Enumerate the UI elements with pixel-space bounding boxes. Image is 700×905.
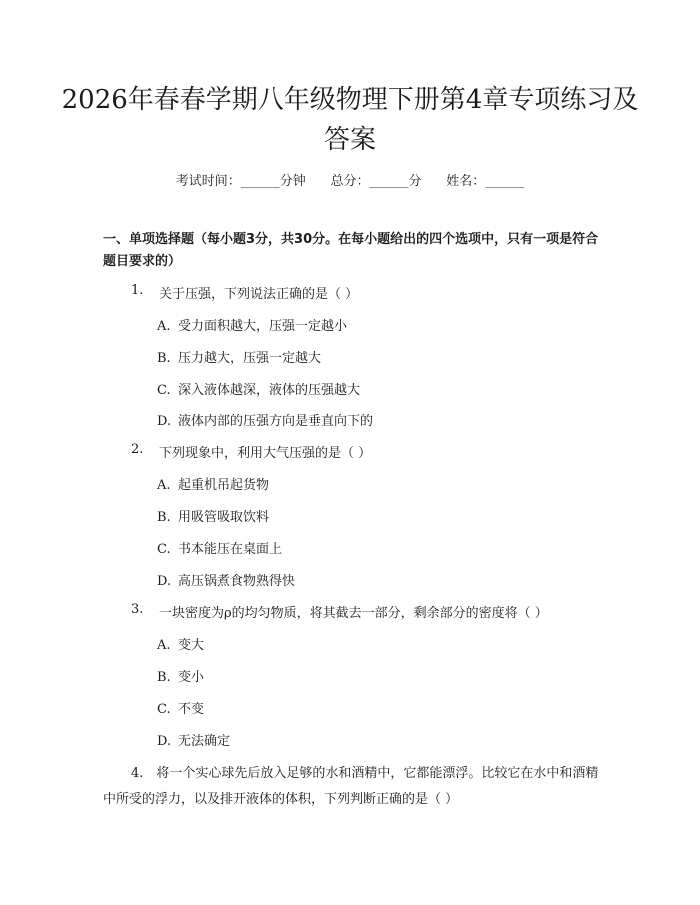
option-text: 变大 xyxy=(178,638,205,653)
option-3c[interactable] xyxy=(157,698,204,717)
option-3d[interactable] xyxy=(157,730,230,749)
option-letter: D. xyxy=(157,734,172,749)
option-1b[interactable] xyxy=(157,347,321,366)
option-text: 用吸管吸取饮料 xyxy=(178,510,270,525)
question-stem: 关于压强，下列说法正确的是（ ） xyxy=(159,287,359,302)
option-text: 液体内部的压强方向是垂直向下的 xyxy=(178,414,374,429)
option-letter: D. xyxy=(157,414,172,429)
option-text: 无法确定 xyxy=(178,734,231,749)
option-letter: A. xyxy=(157,319,171,334)
option-letter: B. xyxy=(157,510,171,525)
option-letter: D. xyxy=(157,574,172,589)
option-letter: C. xyxy=(157,702,171,717)
option-text: 压力越大，压强一定越大 xyxy=(178,351,322,366)
question-4 xyxy=(103,761,600,813)
option-2d[interactable] xyxy=(157,570,295,589)
option-3b[interactable] xyxy=(157,666,204,685)
option-text: 不变 xyxy=(178,702,205,717)
question-stem: 将一个实心球先后放入足够的水和酒精中，它都能漂浮。比较它在水中和酒精中所受的浮力，以及排开液体的体积，下列判断正确的是（ ） xyxy=(103,766,599,807)
section-heading: 一、单项选择题（每小题3分，共30分。在每小题给出的四个选项中，只有一项是符合题目要求的） xyxy=(103,232,599,269)
question-number: 4. xyxy=(131,766,144,781)
option-text: 起重机吊起货物 xyxy=(178,478,270,493)
option-text: 变小 xyxy=(178,670,205,685)
question-number: 1. xyxy=(131,283,144,298)
question-stem: 下列现象中，利用大气压强的是（ ） xyxy=(159,446,372,461)
question-number: 3. xyxy=(131,602,144,617)
page-title: 2026年春春学期八年级物理下册第4章专项练习及答案 xyxy=(61,85,639,155)
option-1c[interactable] xyxy=(157,379,360,398)
option-1a[interactable] xyxy=(157,315,347,334)
option-text: 受力面积越大，压强一定越小 xyxy=(178,319,348,334)
option-letter: A. xyxy=(157,478,171,493)
exam-meta-line: 考试时间：______分钟 总分：______分 姓名：______ xyxy=(175,174,525,189)
option-letter: C. xyxy=(157,542,171,557)
option-text: 书本能压在桌面上 xyxy=(178,542,283,557)
option-1d[interactable] xyxy=(157,410,373,429)
option-letter: A. xyxy=(157,638,171,653)
option-text: 高压锅煮食物熟得快 xyxy=(178,574,296,589)
option-letter: B. xyxy=(157,670,171,685)
option-3a[interactable] xyxy=(157,634,204,653)
option-2c[interactable] xyxy=(157,538,282,557)
option-2a[interactable] xyxy=(157,474,269,493)
question-stem: 一块密度为ρ的均匀物质，将其截去一部分，剩余部分的密度将（ ） xyxy=(159,606,548,621)
question-number: 2. xyxy=(131,442,144,457)
option-letter: B. xyxy=(157,351,171,366)
option-letter: C. xyxy=(157,383,171,398)
option-text: 深入液体越深，液体的压强越大 xyxy=(178,383,361,398)
option-2b[interactable] xyxy=(157,506,269,525)
